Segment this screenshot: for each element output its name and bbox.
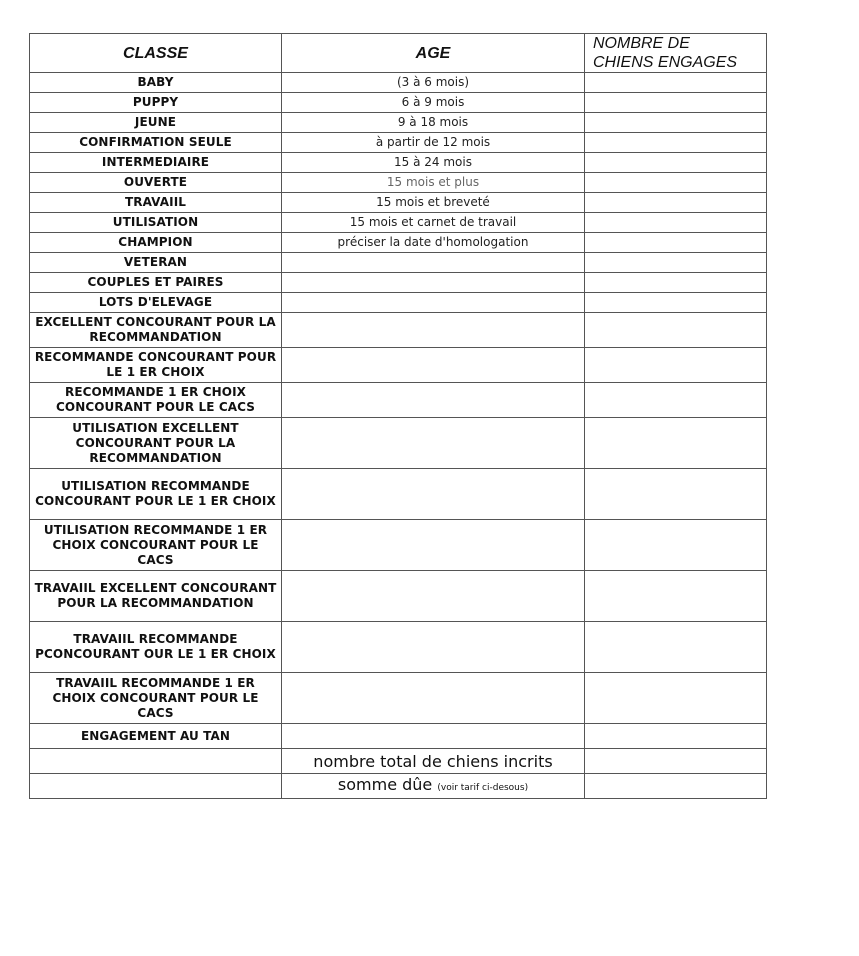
count-cell — [585, 273, 767, 293]
class-cell: CHAMPION — [30, 233, 282, 253]
table-row — [30, 113, 767, 133]
table-row — [30, 313, 767, 348]
age-cell — [282, 622, 585, 673]
count-cell — [585, 383, 767, 418]
header-nombre-line1: NOMBRE DE — [593, 35, 690, 52]
class-cell: UTILISATION — [30, 213, 282, 233]
class-cell: COUPLES ET PAIRES — [30, 273, 282, 293]
table-row — [30, 622, 767, 673]
table-row — [30, 418, 767, 469]
age-cell — [282, 469, 585, 520]
header-classe: CLASSE — [30, 34, 282, 73]
sum-due-label: somme dûe — [337, 774, 433, 794]
table-row — [30, 293, 767, 313]
age-cell — [282, 253, 585, 273]
table-row — [30, 273, 767, 293]
count-cell — [585, 133, 767, 153]
count-cell — [585, 153, 767, 173]
sum-due-cell — [282, 774, 585, 799]
table-row — [30, 383, 767, 418]
count-cell — [585, 93, 767, 113]
table-row — [30, 73, 767, 93]
count-cell — [585, 73, 767, 93]
class-cell: UTILISATION RECOMMANDE CONCOURANT POUR LE 1 ER CHOIX — [30, 469, 282, 520]
sum-due-note: (voir tarif ci-desous) — [437, 782, 529, 793]
table-row — [30, 193, 767, 213]
table-row — [30, 348, 767, 383]
table-row — [30, 469, 767, 520]
count-cell — [585, 418, 767, 469]
age-cell — [282, 520, 585, 571]
sum-row — [30, 774, 767, 799]
class-cell: RECOMMANDE 1 ER CHOIX CONCOURANT POUR LE CACS — [30, 383, 282, 418]
count-cell — [585, 673, 767, 724]
count-cell — [585, 571, 767, 622]
table-row — [30, 233, 767, 253]
header-row — [30, 34, 767, 73]
count-cell — [585, 520, 767, 571]
age-cell: préciser la date d'homologation — [282, 233, 585, 253]
table-row — [30, 724, 767, 749]
class-cell: CONFIRMATION SEULE — [30, 133, 282, 153]
count-cell — [585, 293, 767, 313]
age-cell — [282, 571, 585, 622]
class-cell: EXCELLENT CONCOURANT POUR LA RECOMMANDATION — [30, 313, 282, 348]
age-cell: 9 à 18 mois — [282, 113, 585, 133]
table-row — [30, 213, 767, 233]
total-row — [30, 749, 767, 774]
class-cell: TRAVAIIL EXCELLENT CONCOURANT POUR LA RECOMMANDATION — [30, 571, 282, 622]
table-row — [30, 153, 767, 173]
class-cell: TRAVAIIL RECOMMANDE 1 ER CHOIX CONCOURANT POUR LE CACS — [30, 673, 282, 724]
age-cell — [282, 724, 585, 749]
age-cell — [282, 418, 585, 469]
age-cell: 15 mois et breveté — [282, 193, 585, 213]
class-cell: INTERMEDIAIRE — [30, 153, 282, 173]
age-cell: 15 mois et carnet de travail — [282, 213, 585, 233]
count-cell — [585, 213, 767, 233]
age-cell: 15 à 24 mois — [282, 153, 585, 173]
table-row — [30, 173, 767, 193]
total-dogs-value — [585, 749, 767, 774]
class-cell: OUVERTE — [30, 173, 282, 193]
entry-table — [29, 33, 767, 799]
count-cell — [585, 469, 767, 520]
age-cell: à partir de 12 mois — [282, 133, 585, 153]
class-cell: PUPPY — [30, 93, 282, 113]
class-cell: RECOMMANDE CONCOURANT POUR LE 1 ER CHOIX — [30, 348, 282, 383]
table-row — [30, 673, 767, 724]
table-row — [30, 571, 767, 622]
sum-empty-cell — [30, 774, 282, 799]
class-cell: UTILISATION EXCELLENT CONCOURANT POUR LA RECOMMANDATION — [30, 418, 282, 469]
age-cell — [282, 313, 585, 348]
age-cell — [282, 273, 585, 293]
count-cell — [585, 113, 767, 133]
class-cell: JEUNE — [30, 113, 282, 133]
age-cell — [282, 293, 585, 313]
class-cell: BABY — [30, 73, 282, 93]
age-cell — [282, 348, 585, 383]
count-cell — [585, 313, 767, 348]
class-cell: UTILISATION RECOMMANDE 1 ER CHOIX CONCOURANT POUR LE CACS — [30, 520, 282, 571]
header-nombre — [585, 34, 767, 73]
class-cell: TRAVAIIL — [30, 193, 282, 213]
count-cell — [585, 622, 767, 673]
header-age: AGE — [282, 34, 585, 73]
class-cell: VETERAN — [30, 253, 282, 273]
age-cell: (3 à 6 mois) — [282, 73, 585, 93]
age-cell — [282, 673, 585, 724]
count-cell — [585, 173, 767, 193]
count-cell — [585, 253, 767, 273]
age-cell: 15 mois et plus — [282, 173, 585, 193]
count-cell — [585, 348, 767, 383]
table-row — [30, 253, 767, 273]
age-cell — [282, 383, 585, 418]
class-cell: LOTS D'ELEVAGE — [30, 293, 282, 313]
table-row — [30, 520, 767, 571]
total-empty-cell — [30, 749, 282, 774]
sum-due-value — [585, 774, 767, 799]
table-row — [30, 93, 767, 113]
header-nombre-line2: CHIENS ENGAGES — [593, 54, 738, 71]
age-cell: 6 à 9 mois — [282, 93, 585, 113]
count-cell — [585, 233, 767, 253]
total-dogs-label: nombre total de chiens incrits — [282, 749, 585, 774]
class-cell: TRAVAIIL RECOMMANDE PCONCOURANT OUR LE 1 ER CHOIX — [30, 622, 282, 673]
count-cell — [585, 193, 767, 213]
count-cell — [585, 724, 767, 749]
table-row — [30, 133, 767, 153]
class-cell: ENGAGEMENT AU TAN — [30, 724, 282, 749]
